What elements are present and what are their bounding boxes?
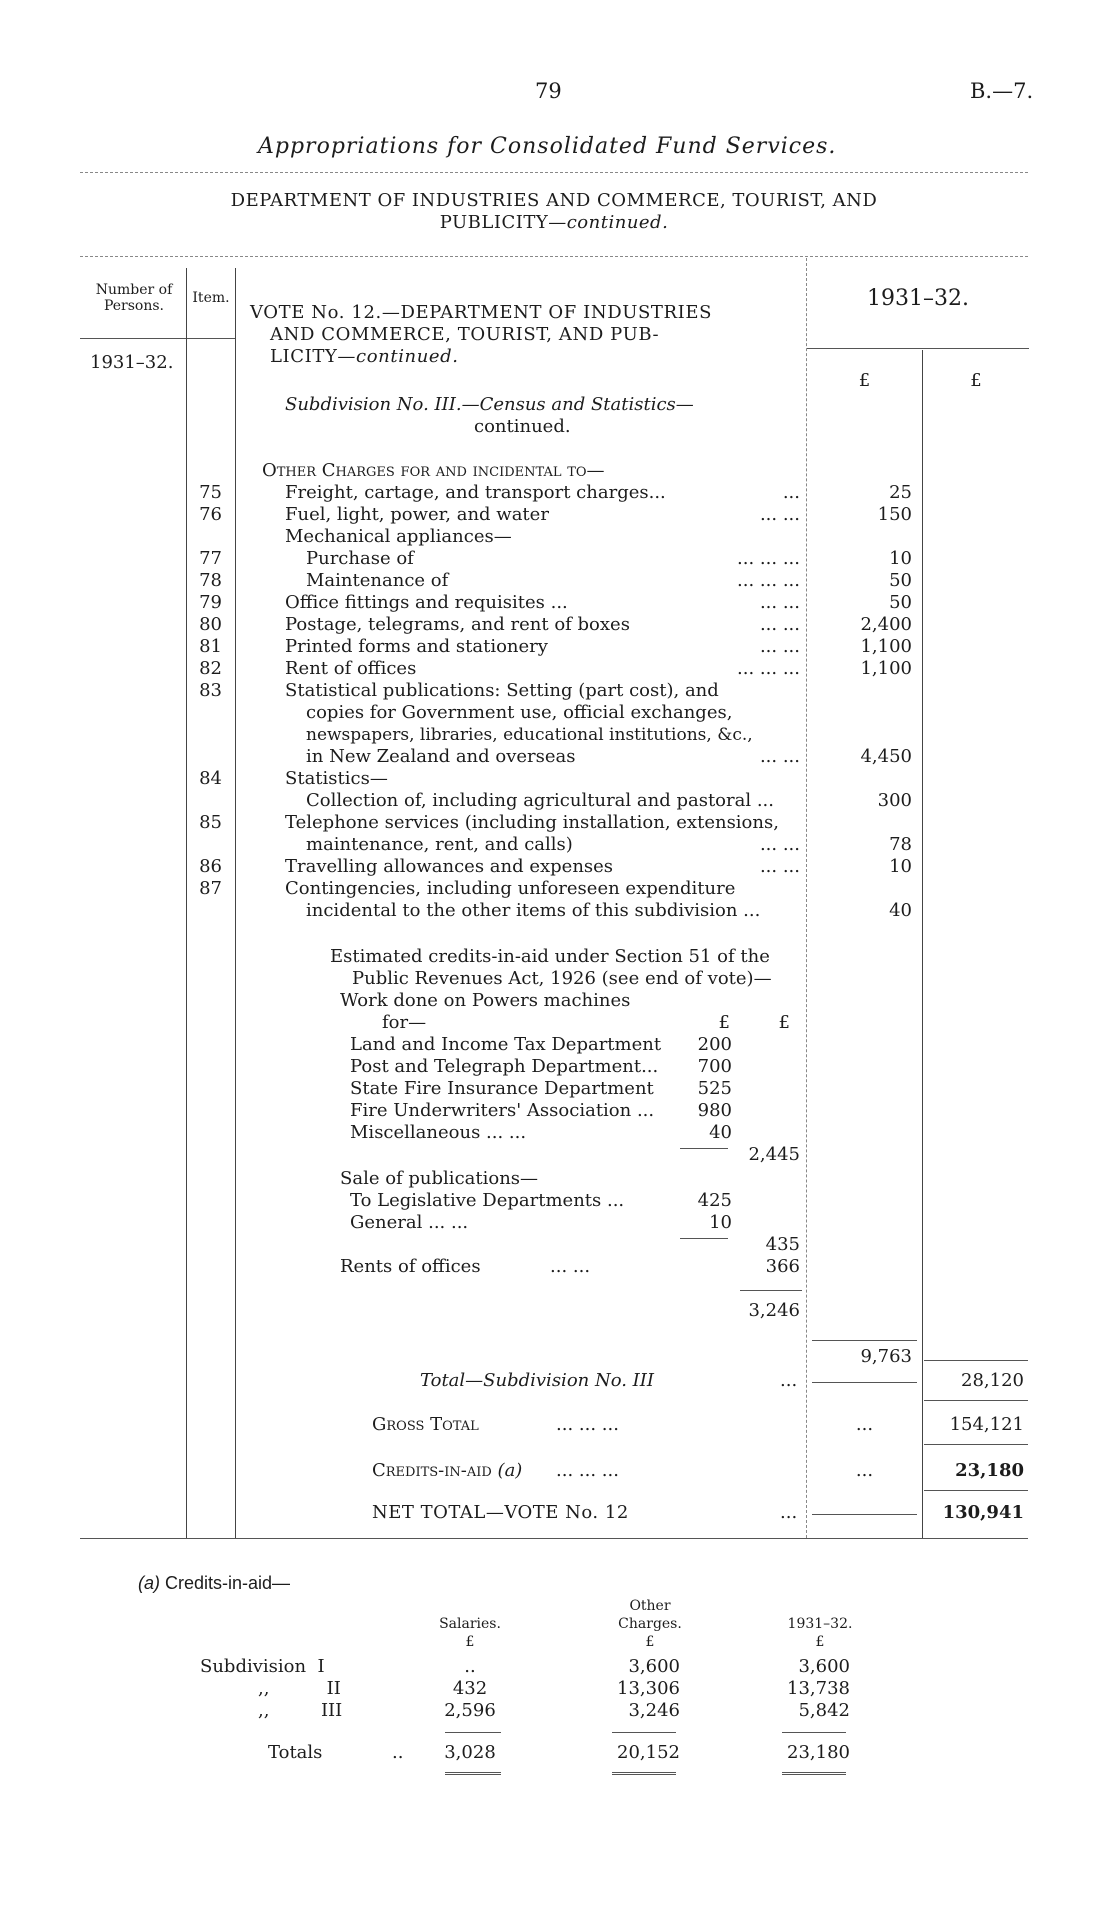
item-description: newspapers, libraries, educational institutions, &c.,: [306, 725, 753, 745]
credits-in-aid-mid-dots: ...: [855, 1460, 874, 1481]
work-heading-line-2: for—: [382, 1012, 427, 1033]
gross-total-dots: ... ... ...: [556, 1414, 619, 1435]
item-description: Mechanical appliances—: [285, 526, 512, 547]
item-description: incidental to the other items of this subdivision ...: [306, 900, 761, 921]
item-description: Postage, telegrams, and rent of boxes: [285, 614, 630, 635]
col-rule-item-desc: [235, 268, 236, 1538]
footnote-pound-other: £: [645, 1634, 655, 1650]
footnote-double-rule-salaries: [445, 1772, 501, 1775]
work-row-value: 525: [697, 1078, 732, 1099]
document-ref: B.—7.: [970, 79, 1034, 103]
item-description: Rent of offices: [285, 658, 417, 679]
gross-total-after-rule: [924, 1444, 1028, 1445]
table-top-rule: [80, 256, 1028, 257]
footnote-row-other: 3,246: [628, 1700, 680, 1721]
work-row-label: Fire Underwriters' Association ...: [350, 1100, 655, 1121]
other-charges-total: 9,763: [860, 1346, 912, 1367]
year-column-header: 1931–32.: [867, 286, 969, 311]
subdivision-heading-continued: continued.: [474, 416, 571, 437]
footnote-col-other-line-2: Charges.: [618, 1616, 682, 1632]
vote-heading-line-3-text: LICITY—: [270, 346, 357, 367]
subdivision-total-after-rule: [924, 1400, 1028, 1401]
credits-in-aid-total-dots: ... ... ...: [556, 1460, 619, 1481]
credits-intro-line-1: Estimated credits-in-aid under Section 51 of the: [330, 946, 770, 967]
footnote-double-rule-year: [782, 1772, 846, 1775]
item-description: Purchase of: [306, 548, 414, 569]
item-number: 83: [199, 680, 222, 701]
credits-in-aid-total-label: [372, 1460, 522, 1482]
item-number: 80: [199, 614, 222, 635]
title-rule: [80, 172, 1028, 173]
footnote-row-salaries: ..: [464, 1656, 476, 1677]
item-description: Office fittings and requisites ...: [285, 592, 568, 613]
footnote-row-label: ,, III: [258, 1700, 343, 1721]
item-number: 84: [199, 768, 222, 789]
net-total-value: 130,941: [942, 1502, 1024, 1523]
sale-row-value: 425: [697, 1190, 732, 1211]
item-dots: ... ...: [759, 592, 800, 613]
item-amount: 40: [889, 900, 912, 921]
item-number: 76: [199, 504, 222, 525]
item-number: 75: [199, 482, 222, 503]
footnote-totals-rule-salaries: [445, 1732, 501, 1733]
footnote-totals-label: Totals: [268, 1742, 323, 1763]
footnote-heading-text: Credits-in-aid—: [165, 1573, 291, 1593]
item-dots: ... ...: [759, 504, 800, 525]
item-heading-rule: [187, 338, 235, 339]
footnote-pound-salaries: £: [465, 1634, 475, 1650]
amount2-pound-sign: £: [970, 370, 982, 391]
footnote-row-salaries: 432: [452, 1678, 488, 1699]
item-amount: 10: [889, 856, 912, 877]
work-row-label: Land and Income Tax Department: [350, 1034, 662, 1055]
work-row-value: 200: [697, 1034, 732, 1055]
net-total-amount1-rule: [812, 1514, 917, 1515]
item-amount: 50: [889, 592, 912, 613]
footnote-marker: (a): [138, 1573, 160, 1593]
footnote-col-salaries: Salaries.: [439, 1616, 501, 1632]
item-number: 79: [199, 592, 222, 613]
item-description: Maintenance of: [306, 570, 449, 591]
footnote-heading: [138, 1572, 290, 1594]
footnote-totals-year: 23,180: [787, 1742, 850, 1763]
item-column-header: Item.: [192, 290, 230, 306]
footnote-row-year: 3,600: [798, 1656, 850, 1677]
item-number: 77: [199, 548, 222, 569]
item-description: Travelling allowances and expenses: [285, 856, 614, 877]
footnote-row-label: Subdivision I: [200, 1656, 325, 1677]
item-number: 81: [199, 636, 222, 657]
item-number: 78: [199, 570, 222, 591]
item-amount: 10: [889, 548, 912, 569]
item-dots: ...: [782, 482, 800, 503]
subdivision-total-amount1-rule: [812, 1382, 917, 1383]
gross-total-label: Gross Total: [372, 1414, 479, 1435]
other-charges-total-rule: [812, 1340, 917, 1341]
gross-total-value: 154,121: [949, 1414, 1024, 1435]
item-description: copies for Government use, official exchanges,: [306, 702, 733, 723]
item-description: Contingencies, including unforeseen expenditure: [285, 878, 736, 899]
sale-total: 435: [765, 1234, 800, 1255]
item-description: maintenance, rent, and calls): [306, 834, 573, 855]
item-description: Telephone services (including installation, extensions,: [285, 812, 779, 833]
footnote-totals-other: 20,152: [617, 1742, 680, 1763]
vote-heading-line-2: AND COMMERCE, TOURIST, AND PUB-: [270, 324, 660, 345]
footnote-double-rule-other: [612, 1772, 676, 1775]
credits-in-aid-total-text: Credits-in-aid: [372, 1460, 492, 1481]
item-dots: ... ... ...: [737, 548, 800, 569]
footnote-totals-salaries: 3,028: [444, 1742, 496, 1763]
sale-row-label: To Legislative Departments ...: [350, 1190, 625, 1211]
footnote-totals-rule-year: [782, 1732, 846, 1733]
item-description: Fuel, light, power, and water: [285, 504, 549, 525]
credits-intro-line-2: Public Revenues Act, 1926 (see end of vote)—: [352, 968, 772, 989]
footnote-pound-year: £: [815, 1634, 825, 1650]
vote-heading-continued: continued.: [356, 346, 459, 367]
col-rule-amount1-amount2: [922, 350, 923, 1538]
item-amount: 150: [877, 504, 912, 525]
work-row-label: Post and Telegraph Department...: [350, 1056, 659, 1077]
sale-heading: Sale of publications—: [340, 1168, 539, 1189]
footnote-row-year: 5,842: [798, 1700, 850, 1721]
work-row-value: 40: [709, 1122, 732, 1143]
item-description: in New Zealand and overseas: [306, 746, 576, 767]
footnote-row-salaries: 2,596: [444, 1700, 496, 1721]
credits-in-aid-total-value: 23,180: [955, 1460, 1024, 1481]
footnote-col-year: 1931–32.: [787, 1616, 853, 1632]
item-amount: 50: [889, 570, 912, 591]
amount1-pound-sign: £: [858, 370, 871, 391]
item-description: Freight, cartage, and transport charges...: [285, 482, 666, 503]
persons-heading-rule: [80, 338, 186, 339]
work-row-label: Miscellaneous ... ...: [350, 1122, 527, 1143]
item-amount: 1,100: [860, 658, 912, 679]
item-amount: 1,100: [860, 636, 912, 657]
subdivision-total-rule: [924, 1360, 1028, 1361]
work-row-value: 700: [697, 1056, 732, 1077]
work-row-value: 980: [697, 1100, 732, 1121]
col-rule-persons-item: [186, 268, 187, 1538]
footnote-row-other: 3,600: [628, 1656, 680, 1677]
footnote-col-other-line-1: Other: [629, 1598, 671, 1614]
item-number: 86: [199, 856, 222, 877]
subdivision-total-dots: ...: [780, 1370, 798, 1391]
page-title: Appropriations for Consolidated Fund Services.: [258, 134, 837, 159]
footnote-totals-dots: ..: [392, 1742, 404, 1763]
credits-pound-sign-1: £: [718, 1012, 730, 1033]
item-amount: 2,400: [860, 614, 912, 635]
persons-column-label: Number of Persons.: [95, 282, 173, 314]
item-amount: 300: [877, 790, 912, 811]
net-total-label: NET TOTAL—VOTE No. 12: [372, 1502, 629, 1523]
item-amount: 4,450: [860, 746, 912, 767]
vote-heading-line-3: [270, 346, 459, 368]
work-heading-line-1: Work done on Powers machines: [340, 990, 631, 1011]
footnote-row-year: 13,738: [787, 1678, 850, 1699]
item-amount: 25: [889, 482, 912, 503]
credits-pound-sign-2: £: [778, 1012, 790, 1033]
credits-in-aid-note-marker: (a): [497, 1460, 523, 1481]
footnote-row-other: 13,306: [617, 1678, 680, 1699]
subdivision-heading: Subdivision No. III.—Census and Statistics—: [285, 394, 694, 415]
item-number: 87: [199, 878, 222, 899]
item-dots: ... ...: [759, 834, 800, 855]
footnote-totals-rule-other: [612, 1732, 676, 1733]
item-dots: ... ...: [759, 636, 800, 657]
department-line-2-text: PUBLICITY—: [439, 212, 567, 233]
item-description: Printed forms and stationery: [285, 636, 548, 657]
gross-total-mid-dots: ...: [855, 1414, 874, 1435]
item-dots: ... ...: [759, 614, 800, 635]
persons-year-label: 1931–32.: [90, 352, 174, 373]
item-description: Statistical publications: Setting (part cost), and: [285, 680, 719, 701]
department-line-2: [80, 212, 1028, 234]
item-number: 85: [199, 812, 222, 833]
vote-heading-line-1: VOTE No. 12.—DEPARTMENT OF INDUSTRIES: [250, 302, 713, 323]
item-dots: ... ...: [759, 856, 800, 877]
sale-row-label: General ... ...: [350, 1212, 469, 1233]
department-continued: continued.: [566, 212, 669, 233]
rents-value: 366: [765, 1256, 800, 1277]
credits-in-aid-after-rule: [924, 1490, 1028, 1491]
persons-column-header: [84, 282, 184, 314]
credits-total-rule: [740, 1290, 802, 1291]
footnote-row-label: ,, II: [258, 1678, 341, 1699]
department-line-1: DEPARTMENT OF INDUSTRIES AND COMMERCE, TOURIST, AND: [230, 190, 878, 211]
item-amount: 78: [889, 834, 912, 855]
other-charges-heading: Other Charges for and incidental to—: [262, 460, 605, 481]
net-total-dots: ...: [780, 1502, 798, 1523]
item-dots: ... ...: [759, 746, 800, 767]
sale-row-value: 10: [709, 1212, 732, 1233]
credits-total: 3,246: [748, 1300, 800, 1321]
page-number: 79: [535, 79, 562, 103]
subdivision-total-value: 28,120: [961, 1370, 1024, 1391]
item-dots: ... ... ...: [737, 570, 800, 591]
work-row-label: State Fire Insurance Department: [350, 1078, 654, 1099]
work-total: 2,445: [748, 1144, 800, 1165]
item-description: Collection of, including agricultural and pastoral ...: [306, 790, 774, 811]
table-bottom-rule: [80, 1538, 1028, 1539]
year-heading-rule: [807, 348, 1029, 349]
item-description: Statistics—: [285, 768, 388, 789]
item-dots: ... ... ...: [737, 658, 800, 679]
col-rule-desc-amount1: [806, 258, 807, 1538]
item-number: 82: [199, 658, 222, 679]
rents-dots: ... ...: [550, 1256, 591, 1277]
subdivision-total-label: Total—Subdivision No. III: [420, 1370, 655, 1391]
rents-label: Rents of offices: [340, 1256, 481, 1277]
